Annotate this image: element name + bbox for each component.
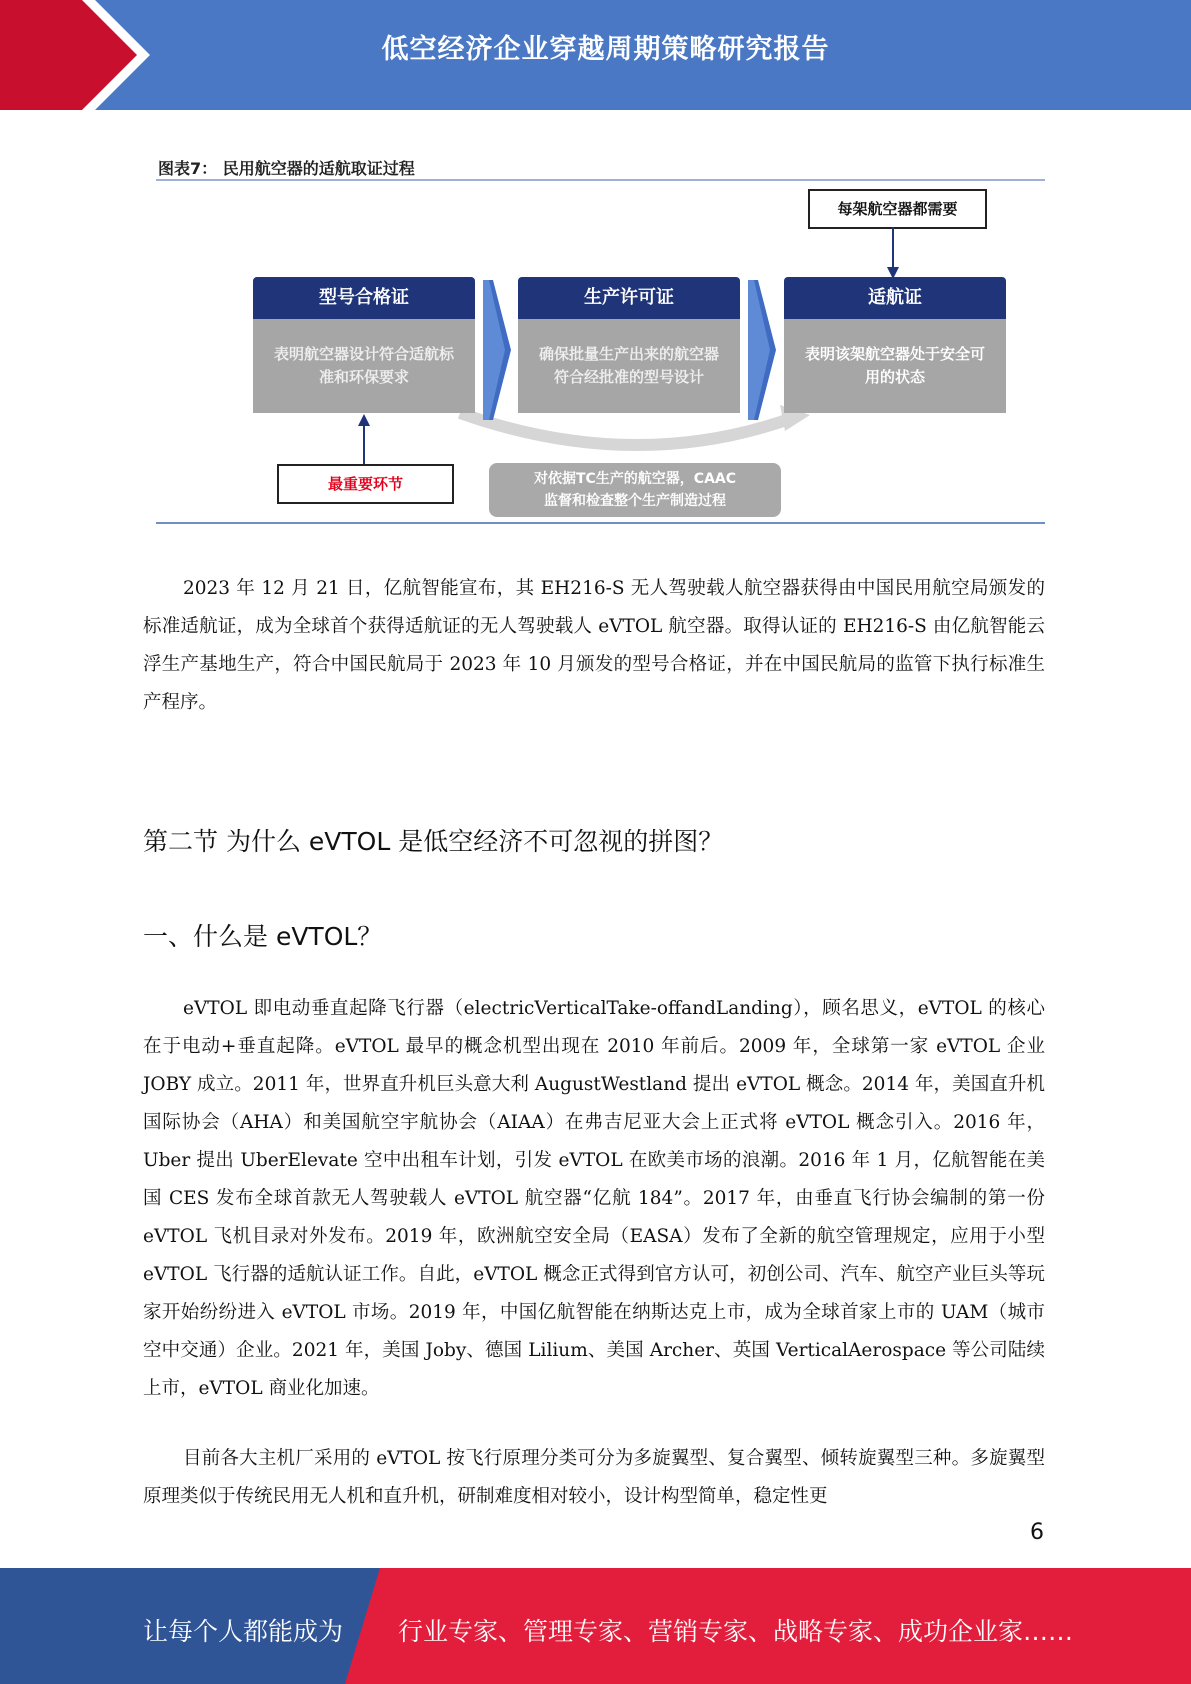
box-production-certificate-body: 确保批量生产出来的航空器符合经批准的型号设计 bbox=[518, 319, 740, 413]
paragraph-evtol-types: 目前各大主机厂采用的 eVTOL 按飞行原理分类可分为多旋翼型、复合翼型、倾转旋翼型三种。多旋翼型原理类似于传统民用无人机和直升机，研制难度相对较小，设计构型简单，稳定性更 bbox=[143, 1448, 1045, 1507]
section-heading: 第二节 为什么 eVTOL 是低空经济不可忽视的拼图？ bbox=[143, 827, 724, 856]
box-airworthiness-certificate bbox=[784, 277, 1006, 413]
footer-slogan-left: 让每个人都能成为 bbox=[143, 1617, 344, 1646]
callout-most-important bbox=[277, 464, 454, 504]
box-production-certificate bbox=[518, 277, 740, 413]
box-type-certificate-title: 型号合格证 bbox=[253, 277, 475, 319]
arrow-right-icon bbox=[483, 280, 511, 420]
caac-note-line2: 监督和检查整个生产制造过程 bbox=[544, 493, 726, 509]
box-airworthiness-certificate-title: 适航证 bbox=[784, 277, 1006, 319]
figure-top-rule bbox=[156, 179, 1045, 181]
paragraph-ehang-certification: 2023 年 12 月 21 日，亿航智能宣布，其 EH216-S 无人驾驶载人航空器获得由中国民用航空局颁发的标准适航证，成为全球首个获得适航证的无人驾驶载人 eVTOL 航空器。取得认证的 EH216-S 由亿航智能云浮生产基地生产，符合中国民航局于 2023 年 10 月颁发的型号合格证，并在中国民航局的监管下执行标准生产程序。 bbox=[143, 578, 1045, 713]
box-type-certificate-body: 表明航空器设计符合适航标准和环保要求 bbox=[253, 319, 475, 413]
caac-note-line1: 对依据TC生产的航空器，CAAC bbox=[533, 471, 737, 487]
sub-heading: 一、什么是 eVTOL？ bbox=[143, 922, 383, 951]
callout-most-important-text: 最重要环节 bbox=[327, 475, 403, 493]
arrow-up-icon bbox=[357, 414, 371, 466]
page-number: 6 bbox=[1030, 1520, 1044, 1545]
footer-slogan-right: 行业专家、管理专家、营销专家、战略专家、成功企业家…… bbox=[398, 1617, 1074, 1646]
paragraph-evtol-history: eVTOL 即电动垂直起降飞行器（electricVerticalTake-offandLanding），顾名思义，eVTOL 的核心在于电动+垂直起降。eVTOL 最早的概念机型出现在 2010 年前后。2009 年，全球第一家 eVTOL 企业 JOBY 成立。2011 年，世界直升机巨头意大利 AugustWestland 提出 eVTOL 概念。2014 年，美国直升机国际协会（AHA）和美国航空宇航协会（AIAA）在弗吉尼亚大会上正式将 eVTOL 概念引入。2016 年，Uber 提出 UberElevate 空中出租车计划，引发 eVTOL 在欧美市场的浪潮。2016 年 1 月，亿航智能在美国 CES 发布全球首款无人驾驶载人 eVTOL 航空器“亿航 184”。2017 年，由垂直飞行协会编制的第一份 eVTOL 飞机目录对外发布。2019 年，欧洲航空安全局（EASA）发布了全新的航空管理规定，应用于小型 eVTOL 飞行器的适航认证工作。自此，eVTOL 概念正式得到官方认可，初创公司、汽车、航空产业巨头等玩家开始纷纷进入 eVTOL 市场。2019 年，中国亿航智能在纳斯达克上市，成为全球首家上市的 UAM（城市空中交通）企业。2021 年，美国 Joby、德国 Lilium、美国 Archer、英国 VerticalAerospace 等公司陆续上市，eVTOL 商业化加速。 bbox=[143, 998, 1046, 1399]
report-title: 低空经济企业穿越周期策略研究报告 bbox=[381, 34, 830, 65]
arrow-down-icon bbox=[886, 227, 900, 279]
callout-every-aircraft bbox=[808, 189, 987, 229]
box-production-certificate-title: 生产许可证 bbox=[518, 277, 740, 319]
box-airworthiness-certificate-body: 表明该架航空器处于安全可用的状态 bbox=[784, 319, 1006, 413]
caac-supervision-note bbox=[489, 463, 781, 517]
page-header bbox=[0, 0, 1191, 110]
figure-bottom-rule bbox=[156, 522, 1045, 524]
callout-every-aircraft-text: 每架航空器都需要 bbox=[837, 200, 958, 218]
arrow-right-icon bbox=[748, 280, 776, 420]
box-type-certificate bbox=[253, 277, 475, 413]
figure-caption: 图表7： 民用航空器的适航取证过程 bbox=[158, 159, 415, 178]
